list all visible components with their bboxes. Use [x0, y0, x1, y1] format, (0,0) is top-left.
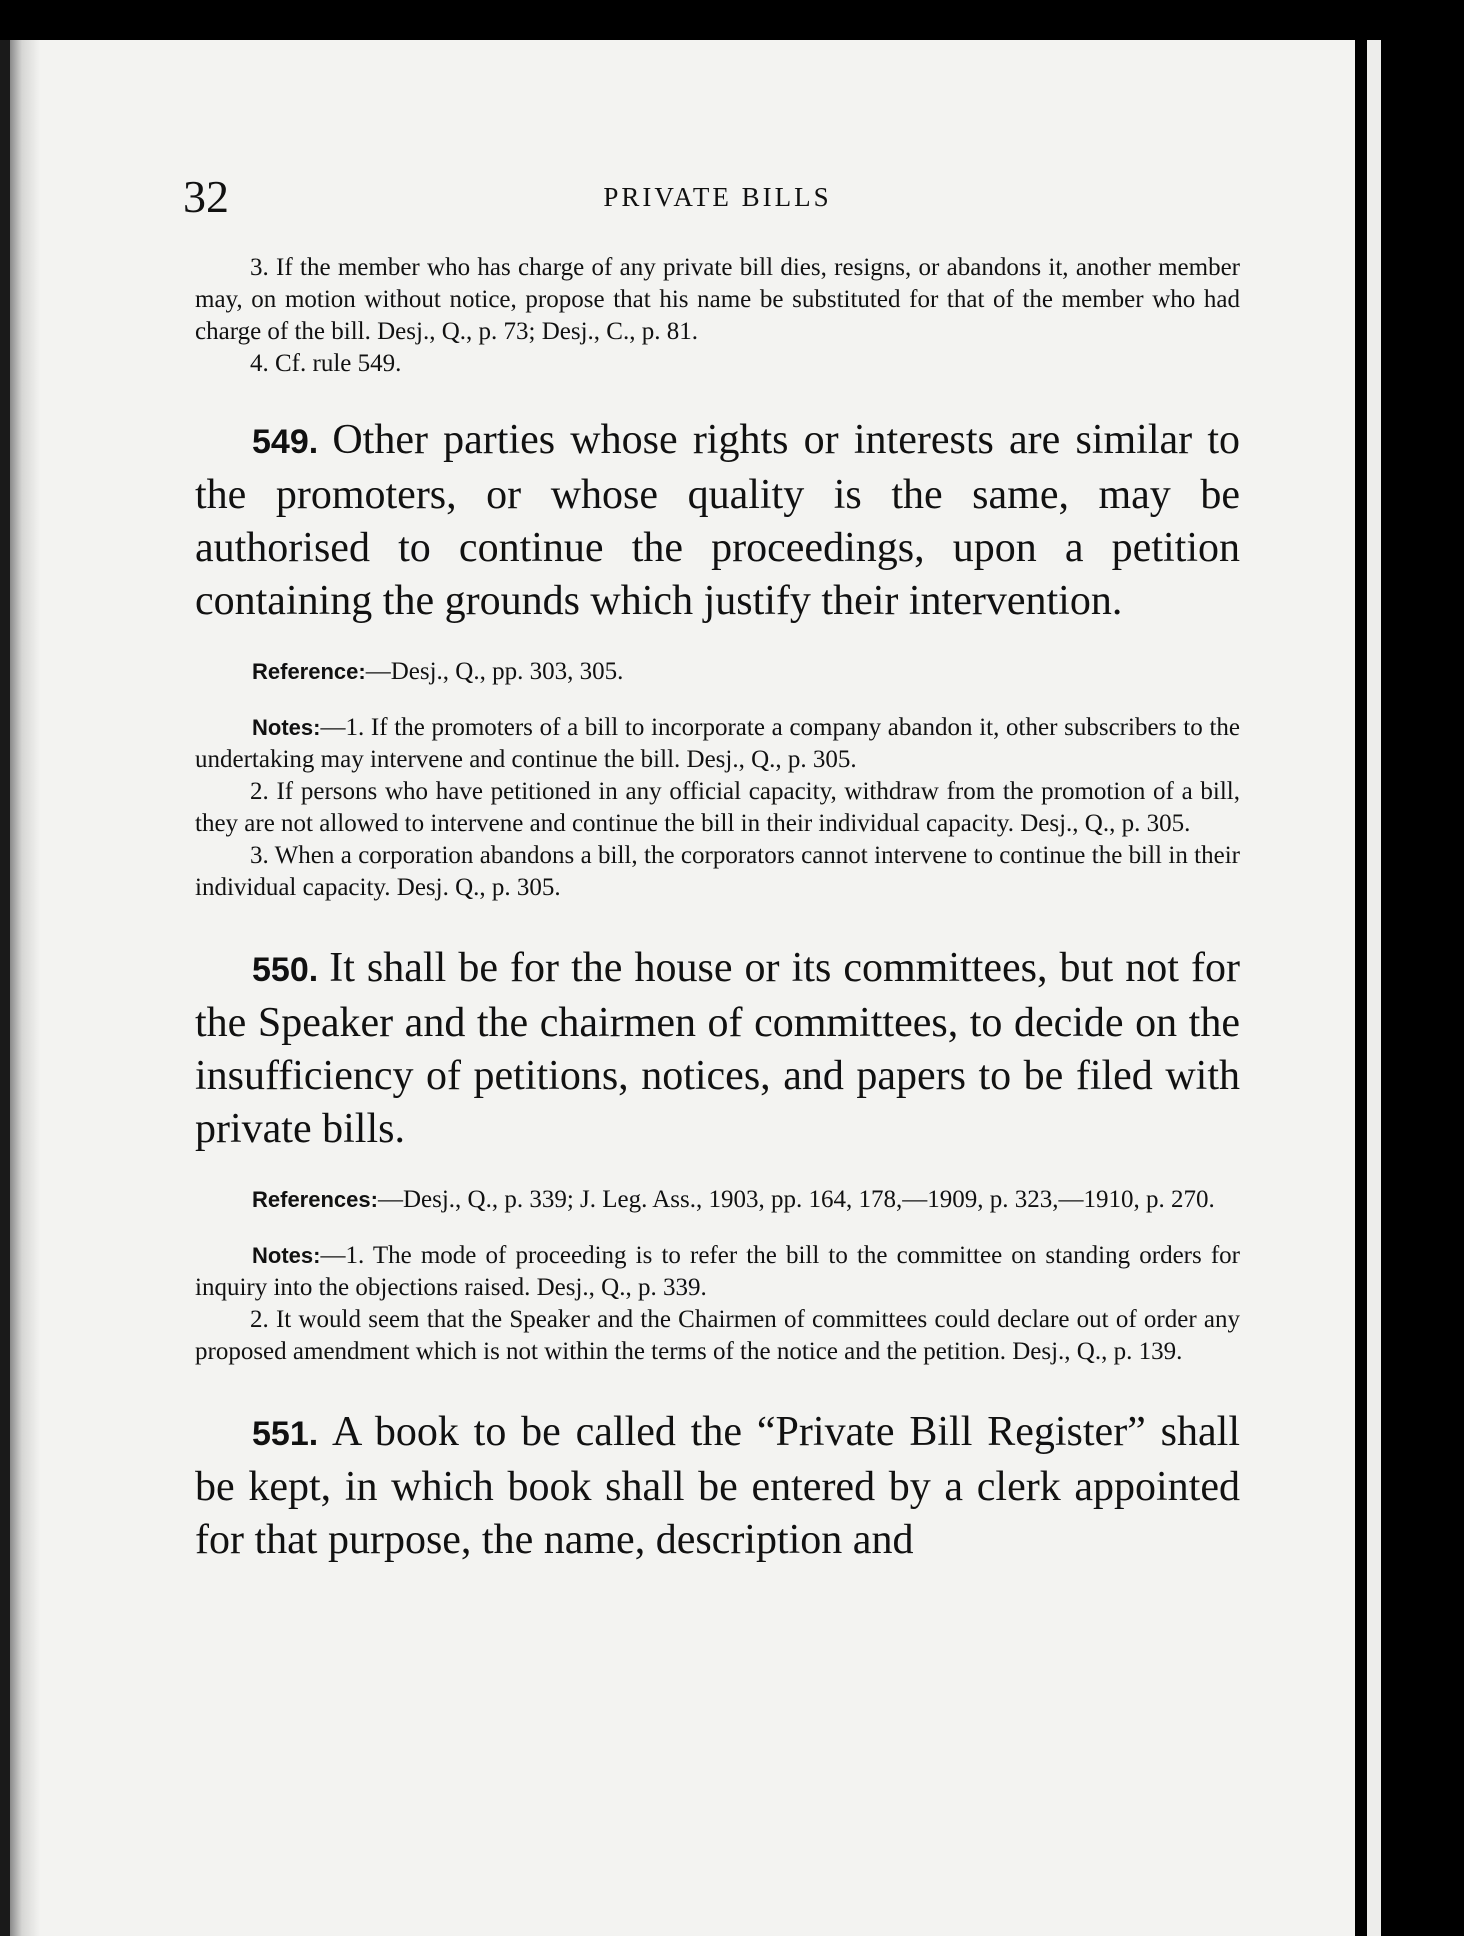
note-paragraph: 2. If persons who have petitioned in any official capacity, withdraw from the promotion of a bill, they are not allowed to intervene and continue the bill in their individual capacity. Desj., Q., p. 305.	[195, 778, 1240, 837]
notes-label: Notes:	[252, 1243, 321, 1268]
note-paragraph: —1. The mode of proceeding is to refer the bill to the committee on standing orders for inquiry into the objections raised. Desj., Q., p. 339.	[195, 1242, 1240, 1301]
page-number: 32	[183, 171, 229, 222]
note-paragraph: 3. If the member who has charge of any private bill dies, resigns, or abandons it, another member may, on motion without notice, propose that his name be substituted for that of the member who had charge of the bill. Desj., Q., p. 73; Desj., C., p. 81.	[195, 254, 1240, 345]
running-head: PRIVATE BILLS	[603, 182, 832, 212]
page-header	[183, 170, 1240, 230]
note-paragraph: 4. Cf. rule 549.	[250, 350, 402, 377]
references-label: Reference:	[252, 659, 366, 684]
notes	[195, 1240, 1240, 1368]
scan-top-border	[0, 0, 1464, 40]
notes-label: Notes:	[252, 715, 321, 740]
note-paragraph: —1. If the promoters of a bill to incorporate a company abandon it, other subscribers to the undertaking may intervene and continue the bill. Desj., Q., p. 305.	[195, 714, 1240, 773]
rule-number: 549.	[252, 423, 333, 461]
rule-text: Other parties whose rights or interests are similar to the promoters, or whose quality is the same, may be authorised to continue the proceedings, upon a petition containing the grounds which justify their intervention.	[195, 417, 1241, 624]
rule-549	[195, 414, 1240, 628]
references-label: References:	[252, 1187, 378, 1212]
rule-551	[195, 1406, 1240, 1567]
scan-right-edge	[1355, 40, 1464, 1936]
notes	[195, 712, 1240, 904]
rule-text: A book to be called the “Private Bill Register” shall be kept, in which book shall be entered by a clerk appointed for that purpose, the name, description and	[195, 1409, 1240, 1563]
references-text: —Desj., Q., p. 339; J. Leg. Ass., 1903, pp. 164, 178,—1909, p. 323,—1910, p. 270.	[377, 1186, 1215, 1213]
references	[195, 656, 1240, 688]
continued-notes	[195, 252, 1240, 380]
next-page-edge	[1367, 40, 1381, 1936]
rule-550	[195, 942, 1240, 1156]
references-text: —Desj., Q., pp. 303, 305.	[365, 658, 624, 685]
rule-text: It shall be for the house or its committees, but not for the Speaker and the chairmen of committees, to decide on the insufficiency of petitions, notices, and papers to be filed with private bills.	[195, 945, 1241, 1152]
rule-number: 551.	[252, 1415, 332, 1453]
rule-number: 550.	[252, 951, 330, 989]
note-paragraph: 3. When a corporation abandons a bill, the corporators cannot intervene to continue the bill in their individual capacity. Desj. Q., p. 305.	[195, 842, 1240, 901]
page-content	[183, 170, 1241, 1595]
note-paragraph: 2. It would seem that the Speaker and the Chairmen of committees could declare out of order any proposed amendment which is not within the terms of the notice and the petition. Desj., Q., p. 139.	[195, 1306, 1240, 1365]
references	[195, 1184, 1240, 1216]
